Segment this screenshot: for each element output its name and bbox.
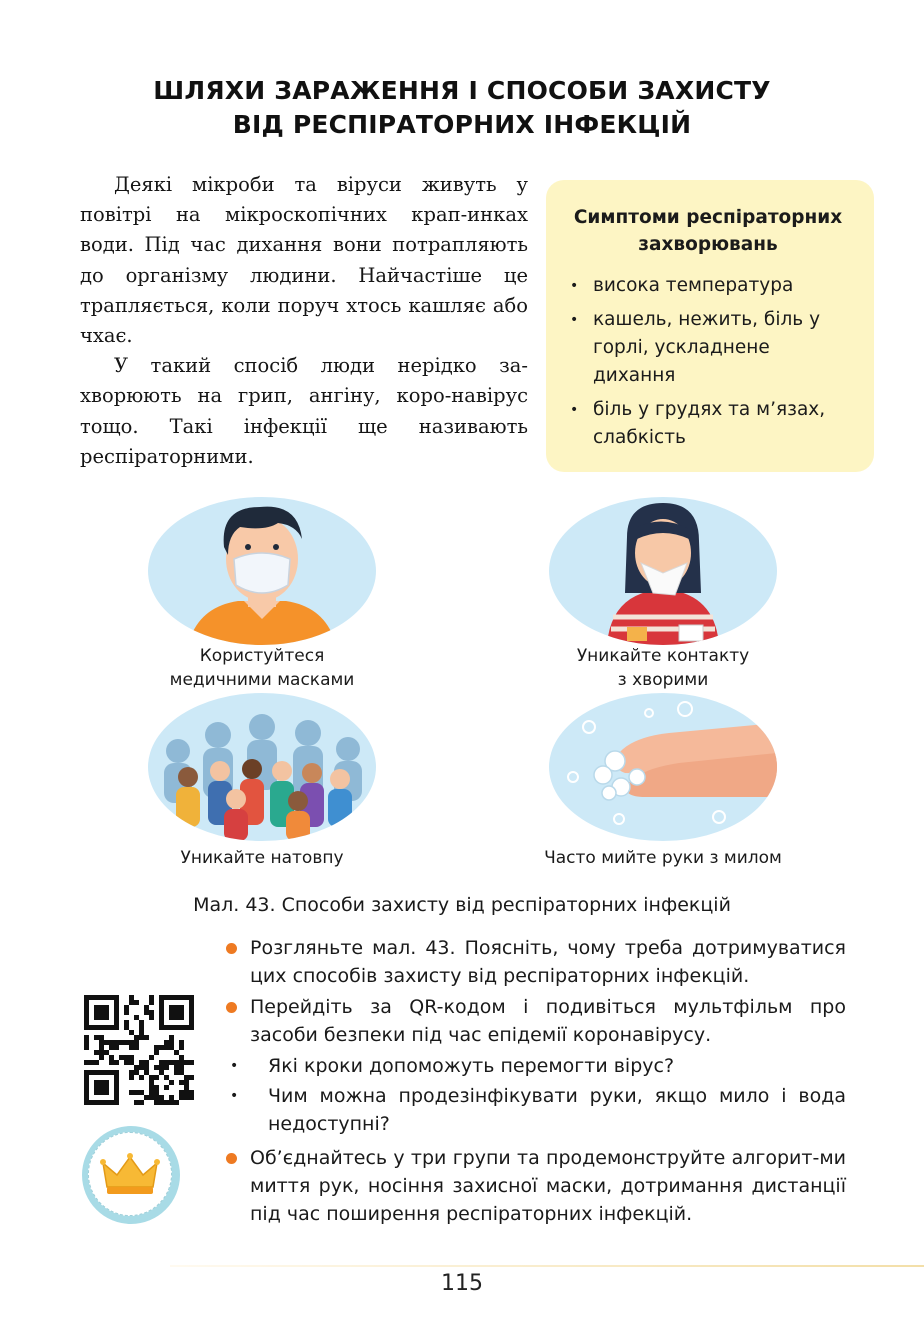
bullet-icon: • [570, 278, 579, 294]
bullet-icon: • [570, 312, 579, 328]
sick-person-illustration [549, 497, 777, 645]
title-line-1: ШЛЯХИ ЗАРАЖЕННЯ І СПОСОБИ ЗАХИСТУ [153, 76, 771, 105]
mask-illustration [148, 497, 376, 645]
page-title [0, 74, 924, 142]
orange-bullet-icon [226, 1002, 237, 1013]
symptom-item: • біль у грудях та м’язах, слабкість [560, 396, 856, 452]
page-number: 115 [441, 1271, 483, 1296]
task-item: Розгляньте мал. 43. Поясніть, чому треба дотримуватися цих способів захисту від респіраторних інфекцій. [222, 934, 846, 990]
intro-text [80, 170, 528, 472]
tile-caption-masks: Користуйтеся медичними масками [169, 646, 355, 690]
symptom-item: • висока температура [560, 272, 856, 300]
footer-divider [170, 1265, 924, 1267]
subquestion-item: • Чим можна продезінфікувати руки, якщо мило і вода недоступні? [222, 1082, 846, 1138]
crown-icon [89, 1133, 171, 1215]
handwashing-illustration [549, 693, 777, 841]
title-line-2: ВІД РЕСПІРАТОРНИХ ІНФЕКЦІЙ [232, 110, 692, 139]
symptoms-box [546, 180, 874, 472]
orange-bullet-icon [226, 1153, 237, 1164]
task-item: Об’єднайтесь у три групи та продемонструйте алгорит-ми миття рук, носіння захисної маски, дотримання дистанції під час поширення респіраторних інфекцій. [222, 1144, 846, 1228]
bullet-icon: • [230, 1058, 239, 1074]
qr-code[interactable] [84, 995, 194, 1105]
orange-bullet-icon [226, 943, 237, 954]
bullet-icon: • [230, 1088, 239, 1104]
symptoms-list [560, 272, 856, 452]
group-work-badge [82, 1126, 180, 1224]
subquestion-item: • Які кроки допоможуть перемогти вірус? [222, 1052, 846, 1080]
tile-caption-wash-hands: Часто мийте руки з милом [544, 848, 782, 868]
crowd-illustration [148, 693, 376, 841]
tile-caption-crowd: Уникайте натовпу [180, 848, 344, 868]
figure-caption: Мал. 43. Способи захисту від респіраторних інфекцій [193, 894, 731, 916]
symptom-item: • кашель, нежить, біль у горлі, ускладнене дихання [560, 306, 856, 390]
tile-caption-avoid-sick: Уникайте контакту з хворими [576, 646, 750, 690]
symptoms-title: Симптоми респіраторних захворювань [573, 207, 843, 255]
task-item: Перейдіть за QR-кодом і подивіться мультфільм про засоби безпеки під час епідемії коронавірусу. [222, 993, 846, 1049]
intro-paragraph-2: У такий спосіб люди нерідко за-хворюють на грип, ангіну, коро-навірус тощо. Такі інфекції ще називають респіраторними. [80, 354, 528, 468]
bullet-icon: • [570, 402, 579, 418]
tasks-list [222, 934, 846, 1231]
intro-paragraph-1: Деякі мікроби та віруси живуть у повітрі на мікроскопічних крап-инках води. Під час дихання вони потрапляють до організму людини. Найчастіше це трапляється, коли поруч хтось кашляє або чхає. [80, 173, 528, 348]
